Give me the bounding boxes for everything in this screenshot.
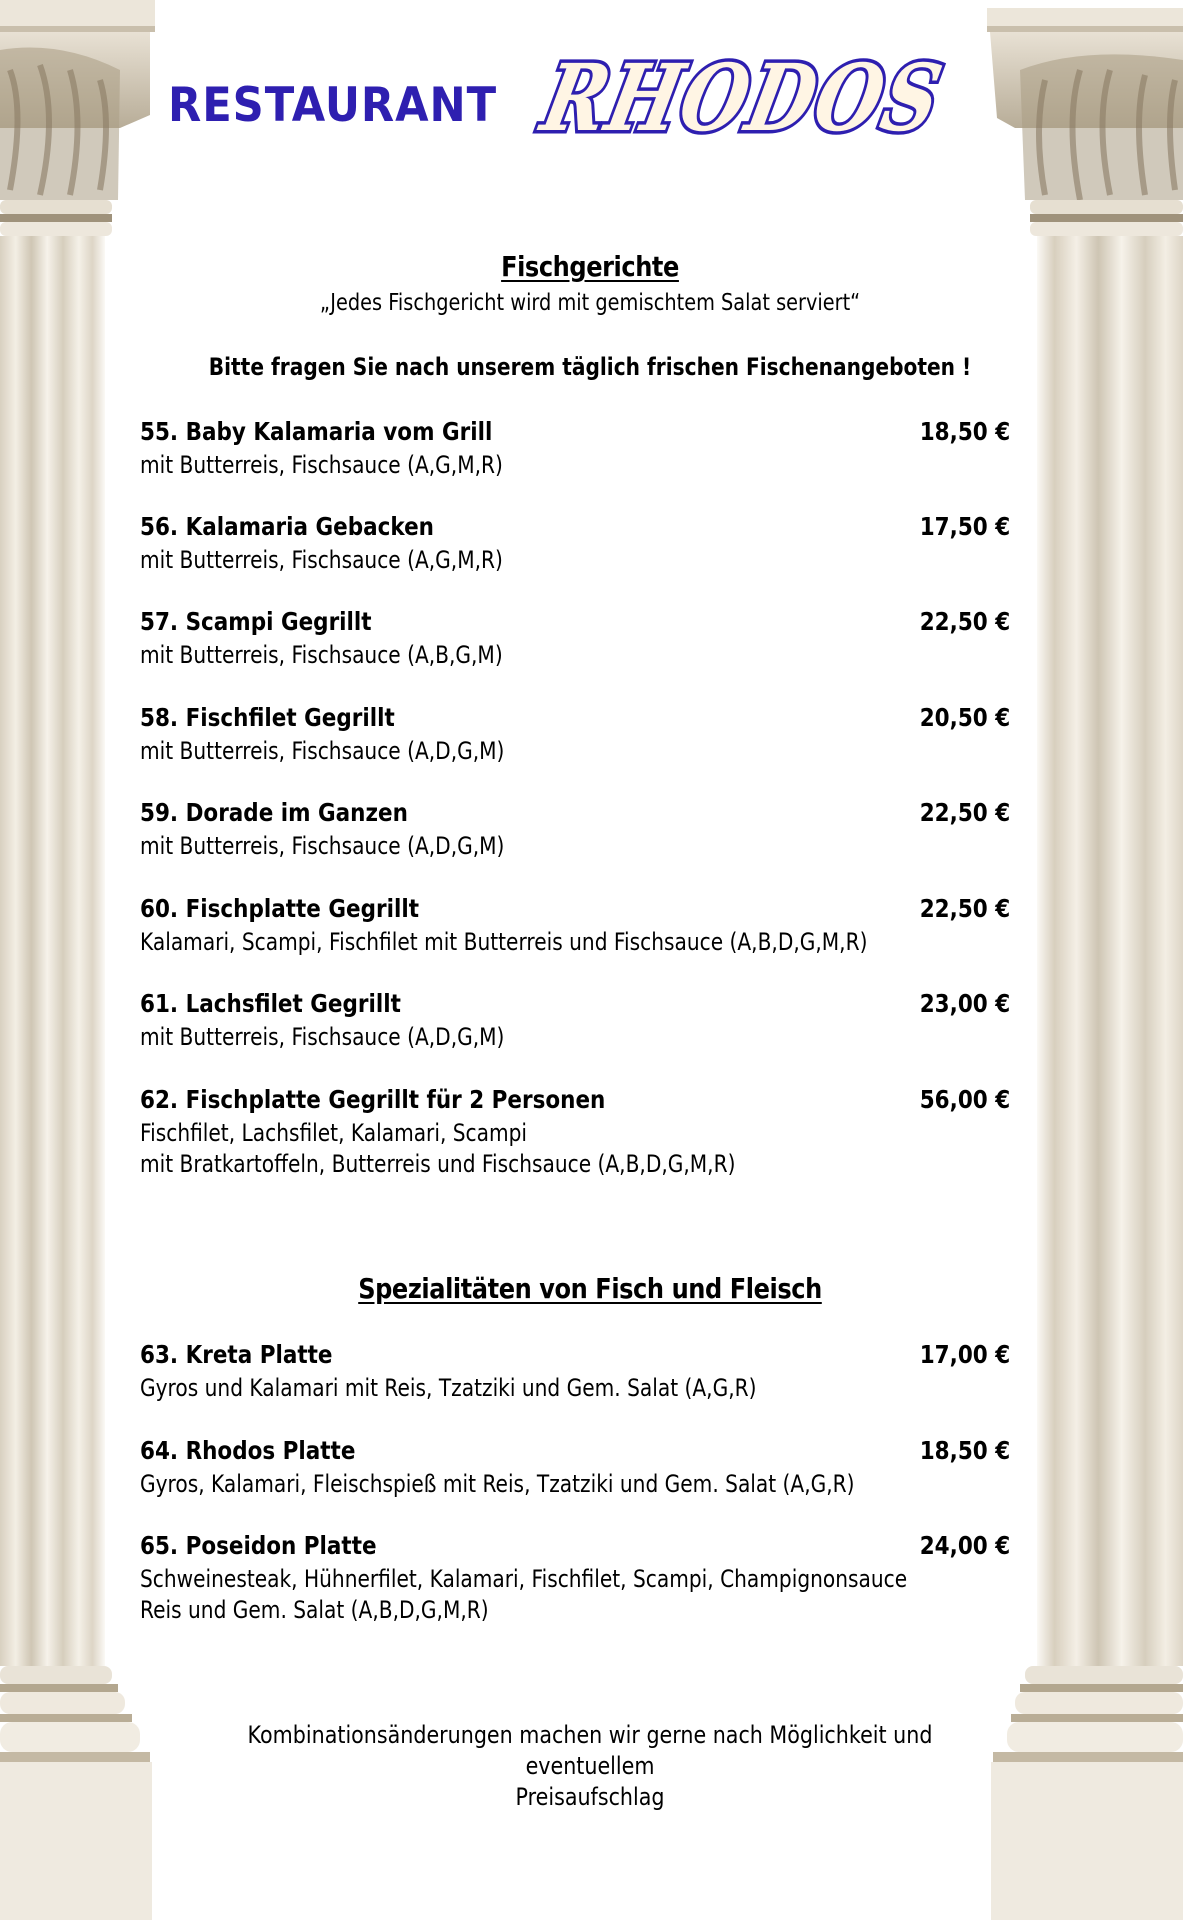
item-description [140,450,503,481]
item-price: 56,00 € [919,1085,1010,1114]
item-description-line: mit Butterreis, Fischsauce (A,G,M,R) [140,546,503,574]
item-name: 63. Kreta Platte [140,1340,333,1369]
item-price: 23,00 € [919,989,1010,1018]
item-name: 65. Poseidon Platte [140,1531,377,1560]
item-name: 58. Fischfilet Gegrillt [140,703,395,732]
section-title-specialties: Spezialitäten von Fisch und Fleisch [358,1272,822,1305]
right-column-decoration [985,0,1183,1920]
item-description-line: mit Butterreis, Fischsauce (A,D,G,M) [140,1023,505,1051]
item-price: 24,00 € [919,1531,1010,1560]
section-title-fish: Fischgerichte [501,250,679,283]
item-description-line: mit Butterreis, Fischsauce (A,B,G,M) [140,641,503,669]
item-description-line: Kalamari, Scampi, Fischfilet mit Butterreis und Fischsauce (A,B,D,G,M,R) [140,928,868,956]
item-description [140,640,503,671]
item-price: 20,50 € [919,703,1010,732]
footer-note-line: Kombinationsänderungen machen wir gerne nach Möglichkeit und eventuellem [247,1721,933,1780]
item-description [140,927,867,958]
item-description-line: Reis und Gem. Salat (A,B,D,G,M,R) [140,1596,489,1624]
item-price: 18,50 € [919,1436,1010,1465]
greek-column-icon [985,0,1183,1920]
item-price: 22,50 € [919,607,1010,636]
item-description-line: Gyros und Kalamari mit Reis, Tzatziki und Gem. Salat (A,G,R) [140,1374,757,1402]
item-description [140,1373,756,1404]
item-name: 59. Dorade im Ganzen [140,798,408,827]
footer-note [212,1720,969,1813]
item-description-line: mit Butterreis, Fischsauce (A,G,M,R) [140,451,503,479]
item-price: 17,50 € [919,512,1010,541]
item-description [140,1022,504,1053]
item-name: 60. Fischplatte Gegrillt [140,894,419,923]
item-description-line: mit Butterreis, Fischsauce (A,D,G,M) [140,832,505,860]
greek-column-icon [0,0,155,1920]
item-description [140,1564,907,1626]
item-description-line: Schweinesteak, Hühnerfilet, Kalamari, Fischfilet, Scampi, Champignonsauce [140,1565,908,1593]
item-description [140,736,504,767]
item-name: 57. Scampi Gegrillt [140,607,372,636]
item-price: 22,50 € [919,798,1010,827]
fresh-fish-notice: Bitte fragen Sie nach unserem täglich frischen Fischenangeboten ! [208,353,972,381]
section-subtitle-fish: „Jedes Fischgericht wird mit gemischtem Salat serviert“ [319,290,861,316]
item-description [140,1469,855,1500]
item-description [140,831,504,862]
item-price: 17,00 € [919,1340,1010,1369]
brand-logo: RHODOS [533,44,952,152]
item-price: 22,50 € [919,894,1010,923]
brand-prefix: RESTAURANT [168,78,498,133]
footer-note-line: Preisaufschlag [515,1783,665,1811]
item-description-line: Fischfilet, Lachsfilet, Kalamari, Scampi [140,1119,528,1147]
item-name: 61. Lachsfilet Gegrillt [140,989,401,1018]
item-price: 18,50 € [919,417,1010,446]
item-description-line: mit Bratkartoffeln, Butterreis und Fischsauce (A,B,D,G,M,R) [140,1150,736,1178]
item-description-line: Gyros, Kalamari, Fleischspieß mit Reis, Tzatziki und Gem. Salat (A,G,R) [140,1470,855,1498]
left-column-decoration [0,0,155,1920]
item-description [140,545,503,576]
item-description-line: mit Butterreis, Fischsauce (A,D,G,M) [140,737,505,765]
item-name: 55. Baby Kalamaria vom Grill [140,417,493,446]
item-name: 56. Kalamaria Gebacken [140,512,434,541]
item-description [140,1118,735,1180]
item-name: 62. Fischplatte Gegrillt für 2 Personen [140,1085,606,1114]
item-name: 64. Rhodos Platte [140,1436,356,1465]
